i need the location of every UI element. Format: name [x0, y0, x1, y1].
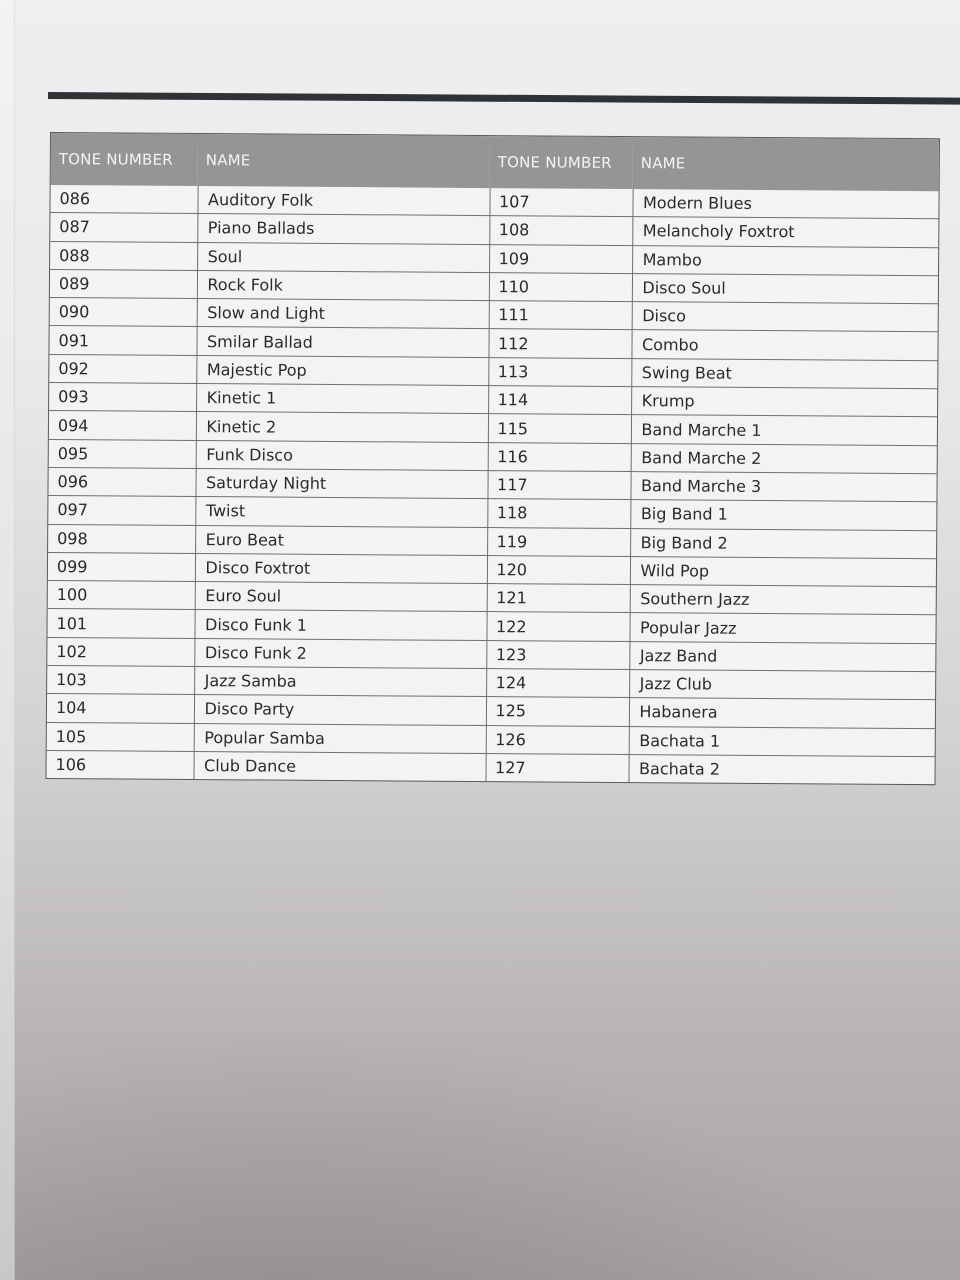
- tone-number-cell: 086: [50, 185, 197, 214]
- tone-number-cell: 110: [489, 272, 632, 301]
- tone-number-cell: 100: [48, 581, 195, 610]
- tone-name-cell: Funk Disco: [196, 440, 488, 470]
- tone-number-cell: 087: [50, 213, 197, 242]
- tone-number-cell: 114: [488, 386, 631, 415]
- tone-number-cell: 127: [485, 753, 628, 782]
- tone-number-cell: 118: [487, 499, 630, 528]
- tone-number-cell: 098: [48, 524, 195, 553]
- tone-number-cell: 091: [49, 326, 196, 355]
- tone-number-cell: 094: [49, 411, 196, 440]
- tone-number-cell: 126: [486, 725, 629, 754]
- header-tone-number-right: TONE NUMBER: [490, 136, 633, 189]
- tone-name-cell: Disco Party: [194, 695, 486, 725]
- tone-number-cell: 108: [489, 216, 632, 245]
- tone-number-cell: 115: [488, 414, 631, 443]
- tone-name-cell: Wild Pop: [630, 556, 936, 586]
- tone-name-cell: Majestic Pop: [196, 355, 488, 385]
- tone-table: [46, 133, 938, 784]
- tone-name-cell: Mambo: [632, 245, 938, 275]
- tone-name-cell: Smilar Ballad: [196, 327, 488, 357]
- tone-number-cell: 088: [50, 241, 197, 270]
- tone-number-cell: 106: [46, 750, 193, 779]
- tone-number-cell: 120: [487, 555, 630, 584]
- page-edge: [0, 0, 15, 1280]
- tone-number-cell: 116: [488, 442, 631, 471]
- tone-name-cell: Kinetic 2: [196, 412, 488, 442]
- table-row: [46, 750, 934, 784]
- tone-name-cell: Jazz Band: [629, 641, 935, 671]
- tone-number-cell: 125: [486, 697, 629, 726]
- tone-name-cell: Band Marche 2: [631, 443, 937, 473]
- header-name-right: NAME: [633, 137, 939, 191]
- tone-number-cell: 089: [50, 269, 197, 298]
- tone-name-cell: Twist: [195, 497, 487, 527]
- tone-number-cell: 097: [48, 496, 195, 525]
- tone-number-cell: 105: [47, 722, 194, 751]
- tone-name-cell: Saturday Night: [195, 468, 487, 498]
- table-body: [46, 185, 938, 784]
- tone-number-cell: 121: [487, 584, 630, 613]
- tone-list-table: [46, 133, 938, 784]
- tone-number-cell: 124: [486, 669, 629, 698]
- tone-name-cell: Krump: [631, 387, 937, 417]
- tone-number-cell: 101: [47, 609, 194, 638]
- tone-number-cell: 113: [488, 357, 631, 386]
- tone-number-cell: 117: [487, 471, 630, 500]
- tone-number-cell: 102: [47, 637, 194, 666]
- header-tone-number-left: TONE NUMBER: [51, 133, 198, 186]
- tone-number-cell: 123: [486, 640, 629, 669]
- tone-name-cell: Rock Folk: [197, 270, 489, 300]
- tone-name-cell: Disco: [632, 302, 938, 332]
- tone-number-cell: 103: [47, 666, 194, 695]
- tone-number-cell: 099: [48, 552, 195, 581]
- tone-name-cell: Habanera: [629, 698, 935, 728]
- tone-name-cell: Band Marche 1: [631, 415, 937, 445]
- tone-name-cell: Modern Blues: [632, 189, 938, 219]
- tone-name-cell: Disco Foxtrot: [195, 553, 487, 583]
- tone-name-cell: Club Dance: [193, 751, 485, 781]
- tone-name-cell: Piano Ballads: [197, 214, 489, 244]
- tone-name-cell: Big Band 2: [630, 528, 936, 558]
- tone-name-cell: Bachata 1: [629, 726, 935, 756]
- tone-number-cell: 092: [49, 354, 196, 383]
- tone-name-cell: Swing Beat: [631, 358, 937, 388]
- tone-name-cell: Popular Jazz: [629, 613, 935, 643]
- tone-name-cell: Euro Soul: [195, 582, 487, 612]
- tone-number-cell: 096: [48, 467, 195, 496]
- tone-name-cell: Slow and Light: [197, 299, 489, 329]
- tone-name-cell: Auditory Folk: [197, 186, 489, 216]
- tone-number-cell: 111: [489, 301, 632, 330]
- header-name-left: NAME: [198, 134, 490, 188]
- tone-number-cell: 112: [488, 329, 631, 358]
- tone-name-cell: Band Marche 3: [630, 472, 936, 502]
- tone-name-cell: Jazz Samba: [194, 667, 486, 697]
- tone-number-cell: 090: [50, 298, 197, 327]
- tone-name-cell: Disco Funk 2: [194, 638, 486, 668]
- tone-name-cell: Disco Funk 1: [194, 610, 486, 640]
- tone-name-cell: Jazz Club: [629, 670, 935, 700]
- tone-number-cell: 104: [47, 694, 194, 723]
- tone-name-cell: Euro Beat: [195, 525, 487, 555]
- tone-number-cell: 093: [49, 383, 196, 412]
- tone-name-cell: Southern Jazz: [630, 585, 936, 615]
- tone-name-cell: Big Band 1: [630, 500, 936, 530]
- tone-name-cell: Soul: [197, 242, 489, 272]
- tone-number-cell: 107: [489, 188, 632, 217]
- tone-name-cell: Bachata 2: [639, 759, 721, 779]
- tone-name-cell: Melancholy Foxtrot: [632, 217, 938, 247]
- tone-name-cell: Popular Samba: [194, 723, 486, 753]
- tone-number-cell: 122: [486, 612, 629, 641]
- header-rule: [48, 92, 960, 105]
- tone-number-cell: 095: [49, 439, 196, 468]
- tone-name-cell: Kinetic 1: [196, 384, 488, 414]
- table-header-row: [51, 133, 939, 191]
- tone-number-cell: 109: [489, 244, 632, 273]
- tone-number-cell: 119: [487, 527, 630, 556]
- tone-name-cell: Disco Soul: [632, 273, 938, 303]
- tone-name-cell: Combo: [631, 330, 937, 360]
